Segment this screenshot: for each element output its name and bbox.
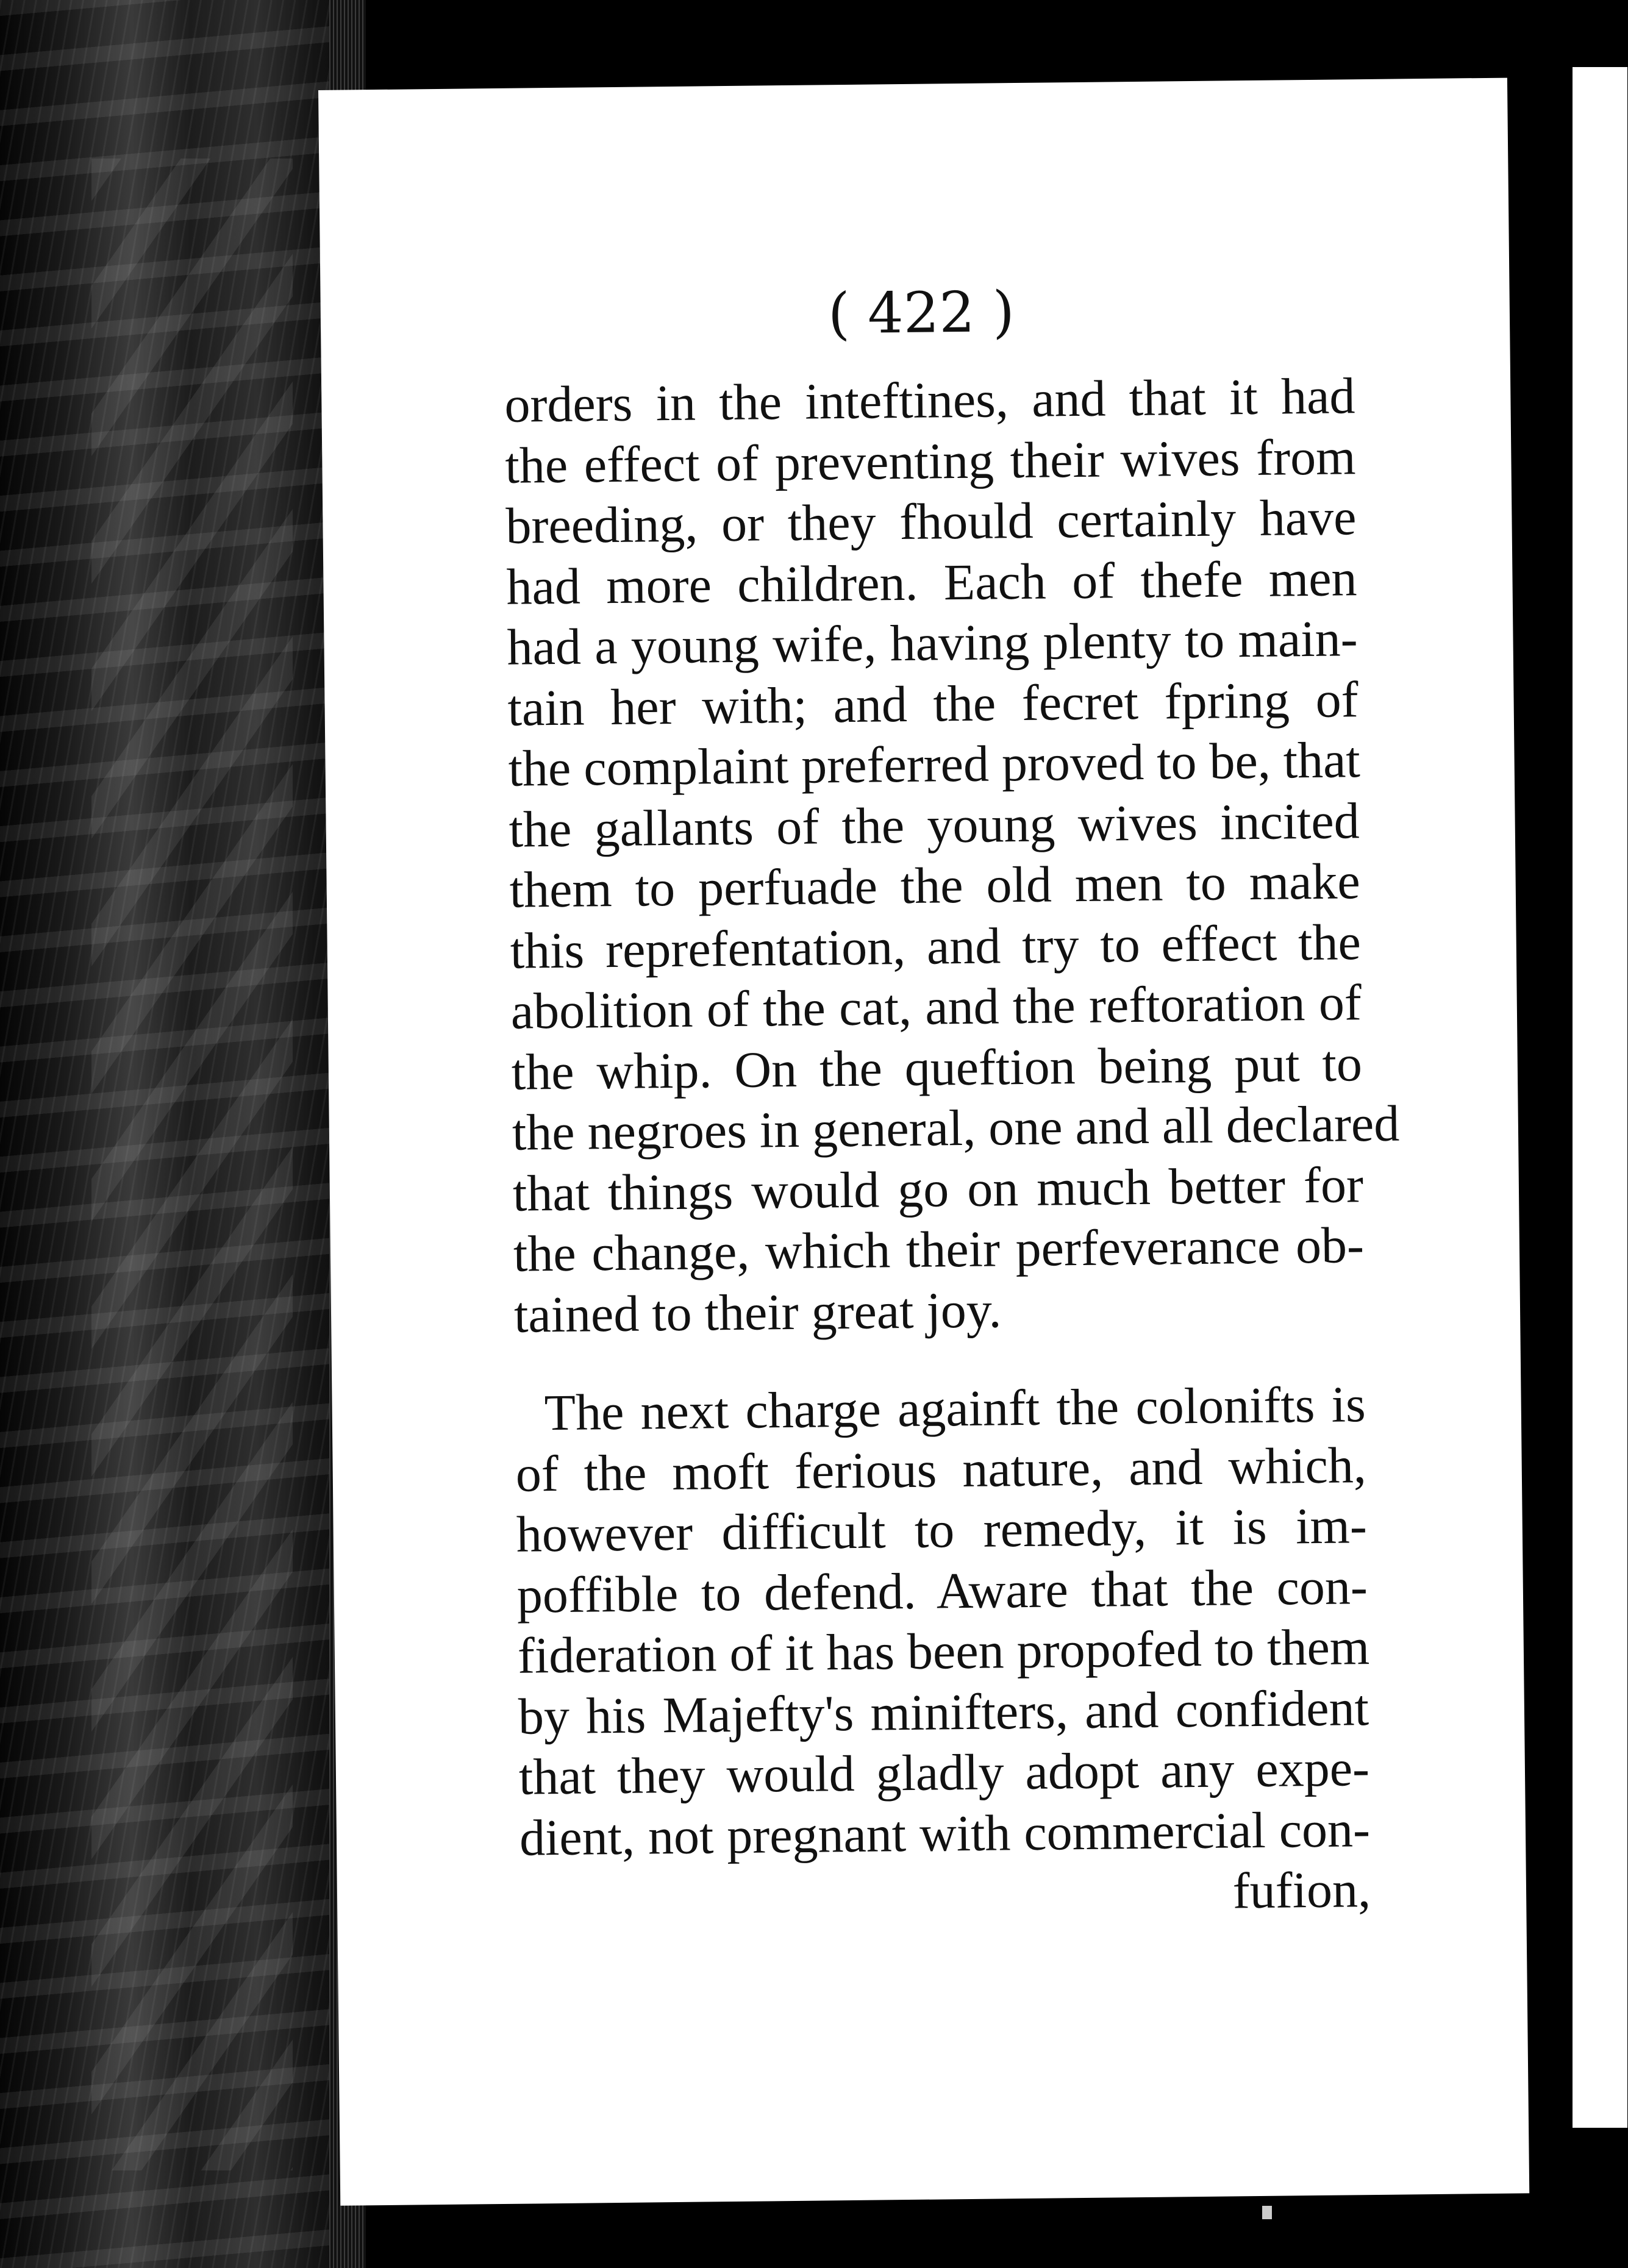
text-line: had more children. Each of thefe men <box>506 549 1357 616</box>
text-line: them to perfuade the old men to make <box>509 853 1361 919</box>
text-line: the change, which their perfeverance ob- <box>513 1217 1365 1283</box>
text-line: however difficult to remedy, it is im- <box>516 1497 1368 1563</box>
page-number: ( 422 ) <box>827 279 1015 347</box>
text-line: The next charge againft the colonifts is <box>544 1376 1366 1442</box>
text-line: the gallants of the young wives incited <box>509 792 1360 858</box>
book-page <box>318 78 1529 2206</box>
catchword: fufion, <box>1232 1861 1371 1920</box>
text-line: had a young wife, having plenty to main- <box>507 610 1358 676</box>
text-line: of the moft ferious nature, and which, <box>515 1436 1367 1503</box>
text-line: abolition of the cat, and the reftoration of <box>510 974 1362 1040</box>
text-line: by his Majefty's minifters, and confident <box>518 1679 1369 1746</box>
text-line: the whip. On the queftion being put to <box>511 1035 1363 1101</box>
text-line: that things would go on much better for <box>512 1156 1364 1222</box>
text-line: tained to their great joy. <box>513 1281 1002 1344</box>
binding-texture <box>91 159 293 2170</box>
text-line: poffible to defend. Aware that the con- <box>516 1558 1368 1624</box>
body-text <box>504 366 1400 1929</box>
text-line: the effect of preventing their wives from <box>504 428 1356 494</box>
next-page-edge <box>1564 67 1627 2128</box>
text-line: tain her with; and the fecret fpring of <box>507 671 1359 737</box>
text-line: breeding, or they fhould certainly have <box>505 489 1357 555</box>
text-line: the negroes in general, one and all declared <box>512 1095 1400 1161</box>
text-line: fideration of it has been propofed to them <box>517 1619 1370 1685</box>
text-line: dient, not pregnant with commercial con- <box>519 1800 1371 1867</box>
text-line: orders in the inteftines, and that it had <box>504 368 1355 433</box>
text-line: that they would gladly adopt any expe- <box>518 1740 1370 1806</box>
text-line: this reprefentation, and try to effect the <box>510 913 1362 980</box>
text-line: the complaint preferred proved to be, that <box>508 732 1361 797</box>
scan-speck <box>1262 2206 1272 2219</box>
